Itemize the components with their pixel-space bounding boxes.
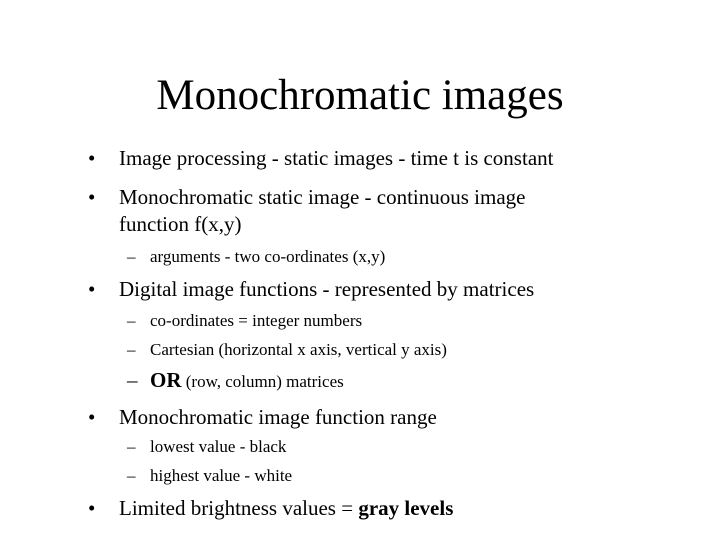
brightness-text: Limited brightness values = <box>119 496 359 520</box>
bullet-text <box>119 495 453 522</box>
sub-item-text: Cartesian (horizontal x axis, vertical y axis) <box>150 340 447 359</box>
bullet-text: Monochromatic image function range <box>119 405 437 429</box>
sub-item-text: co-ordinates = integer numbers <box>150 311 363 330</box>
gray-levels-emphasis: gray levels <box>358 496 454 520</box>
bullet-text: Digital image functions - represented by matrices <box>119 277 535 301</box>
slide-title: Monochromatic images <box>156 72 564 119</box>
dash-icon: – <box>127 311 136 330</box>
bullet-icon: • <box>88 405 96 429</box>
dash-icon: – <box>127 437 136 456</box>
sub-item-text: arguments - two co-ordinates (x,y) <box>150 247 386 266</box>
bullet-item-monochromatic-static <box>88 184 648 238</box>
bullet-text-line2: function f(x,y) <box>119 212 242 236</box>
sub-item-text <box>150 369 344 393</box>
dash-icon: – <box>127 466 136 485</box>
sub-item-text: lowest value - black <box>150 437 287 456</box>
or-emphasis: OR <box>150 368 182 392</box>
sub-item-text: highest value - white <box>150 466 293 485</box>
bullet-icon: • <box>88 146 96 170</box>
bullet-text: Image processing - static images - time t is constant <box>119 146 554 170</box>
bullet-icon: • <box>88 185 96 209</box>
bullet-icon: • <box>88 496 96 520</box>
dash-icon: – <box>127 340 136 359</box>
dash-icon: – <box>127 368 138 392</box>
dash-icon: – <box>127 247 136 266</box>
or-rest-text: (row, column) matrices <box>181 372 344 391</box>
bullet-icon: • <box>88 277 96 301</box>
bullet-text-line1: Monochromatic static image - continuous image <box>119 185 526 209</box>
